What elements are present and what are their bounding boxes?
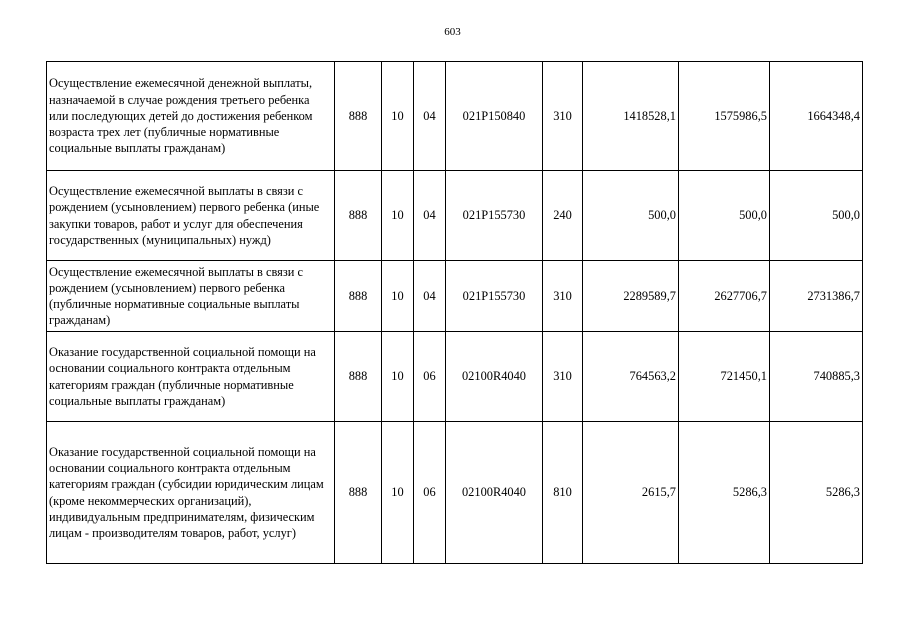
- subsection-code: 06: [414, 332, 446, 422]
- ministry-code: 888: [335, 332, 382, 422]
- amount-year-1: 1418528,1: [583, 62, 679, 171]
- table-row: [47, 261, 863, 332]
- amount-year-3: 500,0: [770, 171, 863, 261]
- amount-year-3: 5286,3: [770, 422, 863, 564]
- expense-type-code: 240: [543, 171, 583, 261]
- table-row: [47, 171, 863, 261]
- row-description: Осуществление ежемесячной денежной выплаты, назначаемой в случае рождения третьего ребенка или последующих детей до достижения ребенком возраста трех лет (публичные нормативные социальные выплаты гражданам): [47, 62, 335, 171]
- target-article-code: 02100R4040: [446, 332, 543, 422]
- ministry-code: 888: [335, 422, 382, 564]
- section-code: 10: [382, 332, 414, 422]
- subsection-code: 04: [414, 62, 446, 171]
- target-article-code: 021P150840: [446, 62, 543, 171]
- table-row: [47, 332, 863, 422]
- amount-year-1: 764563,2: [583, 332, 679, 422]
- row-description: Оказание государственной социальной помощи на основании социального контракта отдельным категориям граждан (субсидии юридическим лицам (кроме некоммерческих организаций), индивидуальным предпринимателям, физическим лицам - производителям товаров, работ, услуг): [47, 422, 335, 564]
- amount-year-2: 5286,3: [679, 422, 770, 564]
- subsection-code: 04: [414, 261, 446, 332]
- budget-table: [46, 61, 863, 564]
- ministry-code: 888: [335, 261, 382, 332]
- target-article-code: 02100R4040: [446, 422, 543, 564]
- expense-type-code: 310: [543, 332, 583, 422]
- expense-type-code: 310: [543, 62, 583, 171]
- table-row: [47, 62, 863, 171]
- row-description: Осуществление ежемесячной выплаты в связи с рождением (усыновлением) первого ребенка (публичные нормативные социальные выплаты гражданам): [47, 261, 335, 332]
- section-code: 10: [382, 261, 414, 332]
- expense-type-code: 810: [543, 422, 583, 564]
- row-description: Оказание государственной социальной помощи на основании социального контракта отдельным категориям граждан (публичные нормативные социальные выплаты гражданам): [47, 332, 335, 422]
- section-code: 10: [382, 171, 414, 261]
- target-article-code: 021P155730: [446, 261, 543, 332]
- row-description: Осуществление ежемесячной выплаты в связи с рождением (усыновлением) первого ребенка (иные закупки товаров, работ и услуг для обеспечения государственных (муниципальных) нужд): [47, 171, 335, 261]
- subsection-code: 04: [414, 171, 446, 261]
- amount-year-3: 2731386,7: [770, 261, 863, 332]
- subsection-code: 06: [414, 422, 446, 564]
- page-number: 603: [444, 26, 461, 38]
- amount-year-1: 2289589,7: [583, 261, 679, 332]
- amount-year-2: 500,0: [679, 171, 770, 261]
- table-row: [47, 422, 863, 564]
- ministry-code: 888: [335, 62, 382, 171]
- amount-year-2: 1575986,5: [679, 62, 770, 171]
- expense-type-code: 310: [543, 261, 583, 332]
- section-code: 10: [382, 62, 414, 171]
- amount-year-2: 2627706,7: [679, 261, 770, 332]
- section-code: 10: [382, 422, 414, 564]
- ministry-code: 888: [335, 171, 382, 261]
- amount-year-3: 740885,3: [770, 332, 863, 422]
- amount-year-1: 2615,7: [583, 422, 679, 564]
- target-article-code: 021P155730: [446, 171, 543, 261]
- amount-year-3: 1664348,4: [770, 62, 863, 171]
- amount-year-2: 721450,1: [679, 332, 770, 422]
- amount-year-1: 500,0: [583, 171, 679, 261]
